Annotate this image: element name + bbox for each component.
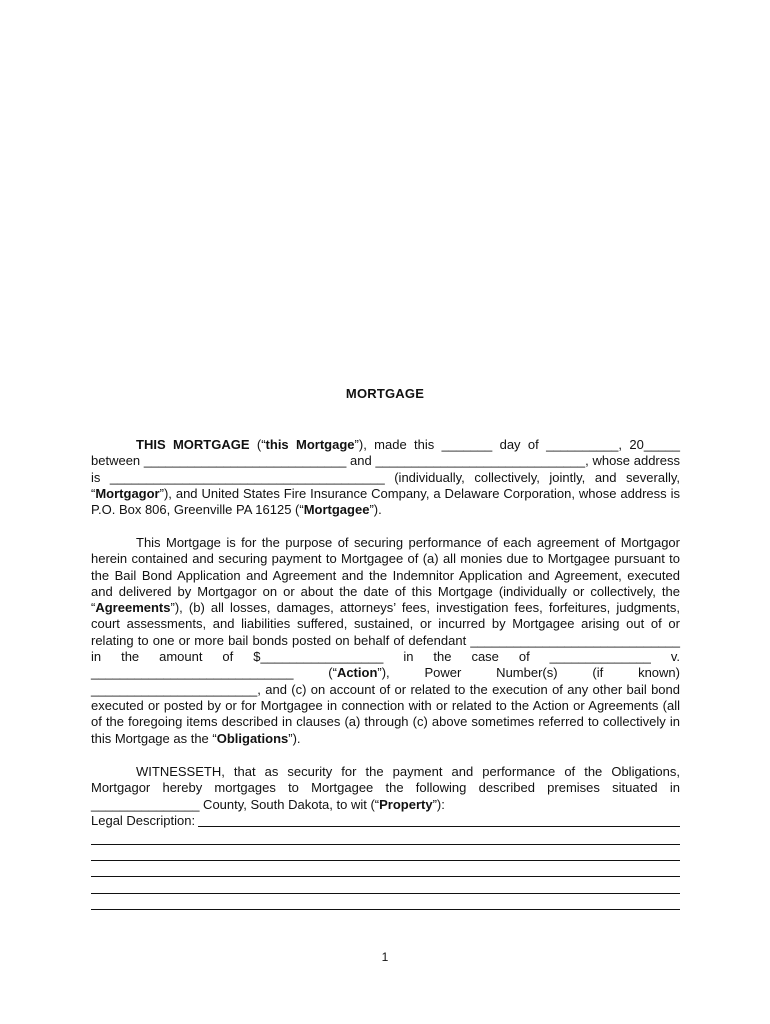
text-run: WITNESSETH, that as security for the payment and performance of the Obligations, Mortgagor hereby mortgages to Mortgagee the following described premises situated in _______________ County, South Dakota, to wit (“ [91, 764, 680, 812]
text-run: This Mortgage is for the purpose of securing performance of each agreement of Mortgagor herein contained and securing payment to Mortgagee of (a) all monies due to Mortgagee pursuant to the Bail Bond Application and Agreement and the Indemnitor Application and Agreement, executed and delivered by Mortgagor on or about the date of this Mortgage (individually or collectively, the “ [91, 535, 680, 616]
legal-description-line [91, 844, 680, 845]
bold-term: Obligations [216, 730, 289, 746]
text-run: ”), (b) all losses, damages, attorneys’ fees, investigation fees, forfeitures, judgments, court assessments, and liabilities suffered, sustained, or incurred by Mortgagee arising out of or relating to one or more bail bonds posted on behalf of defendant _____________________________ in the amount of $_________________ in the case of ______________ v. ____________________________ (“ [91, 600, 680, 681]
witnesseth-paragraph [91, 764, 680, 813]
document-title: MORTGAGE [345, 386, 425, 401]
legal-description-line [91, 893, 680, 894]
legal-description-fill-line [198, 813, 680, 827]
bold-term: THIS MORTGAGE [136, 437, 250, 452]
text-run: (“ [249, 437, 266, 452]
bold-term: this Mortgage [265, 437, 355, 452]
bold-term: Property [379, 796, 433, 812]
legal-description-line [91, 860, 680, 861]
legal-description-line [91, 876, 680, 877]
opening-paragraph [91, 437, 680, 518]
text-run: ”). [288, 730, 301, 746]
bold-term: Mortgagor [95, 485, 160, 501]
text-run: ”), and United States Fire Insurance Company, a Delaware Corporation, whose address is P.O. Box 806, Greenville PA 16125 (“ [91, 485, 680, 518]
text-run: ”): [432, 796, 445, 812]
purpose-paragraph [91, 535, 680, 747]
legal-description-label: Legal Description: [91, 813, 196, 828]
legal-description-line [91, 909, 680, 910]
bold-term: Mortgagee [303, 502, 370, 518]
page-number: 1 [381, 950, 389, 964]
bold-term: Agreements [95, 600, 171, 616]
text-run: ”). [369, 502, 382, 518]
text-run: ”), made this _______ day of __________, 20_____ between ____________________________ and _____________________________, whose address is ______________________________________ (individually, collectively, jointly, and severally, “ [91, 437, 680, 501]
legal-description-row [91, 813, 680, 829]
text-run: ”), Power Number(s) (if known) _______________________, and (c) on account of or related to the execution of any other bail bond executed or posted by or for Mortgagee in connection with or related to the Action or Agreements (all of the foregoing items described in clauses (a) through (c) above sometimes referred to collectively in this Mortgage as the “ [91, 665, 680, 746]
bold-term: Action [336, 665, 378, 681]
